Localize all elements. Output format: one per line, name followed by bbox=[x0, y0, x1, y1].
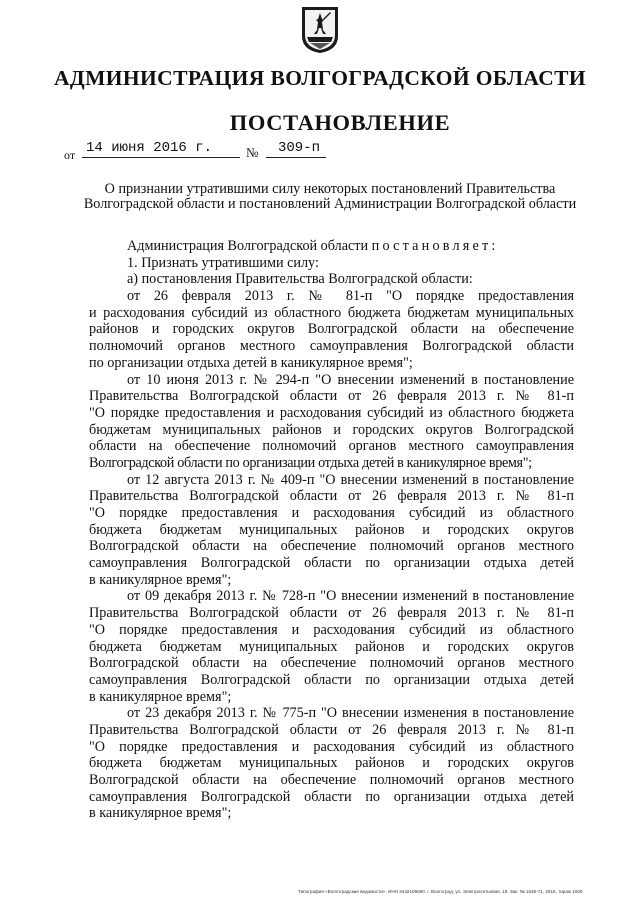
paragraph-line: от 10 июня 2013 г. № 294-п "О внесении изменений в постановление bbox=[127, 371, 574, 388]
paragraph-line: от 23 декабря 2013 г. № 775-п "О внесении изменения в постановление bbox=[127, 705, 574, 722]
paragraph-line: полномочий органов местного самоуправления Волгоградской области bbox=[89, 338, 574, 355]
date-number-row bbox=[64, 140, 394, 164]
paragraph-line: районов и городских округов Волгоградской области на обеспечение bbox=[89, 321, 574, 338]
coat-of-arms-emblem bbox=[301, 6, 339, 54]
paragraph-line: Правительства Волгоградской области от 26 февраля 2013 г. № 81-п bbox=[89, 605, 574, 622]
paragraph-line: "О порядке предоставления и расходования субсидий из областного бюджета bbox=[89, 404, 574, 421]
paragraph-line: Правительства Волгоградской области от 26 февраля 2013 г. № 81-п bbox=[89, 388, 574, 405]
paragraph-line: Волгоградской области на обеспечение полномочий органов местного bbox=[89, 655, 574, 672]
paragraph-line: бюджета бюджетам муниципальных районов и городских округов bbox=[89, 638, 574, 655]
paragraph-line: Волгоградской области по организации отдыха детей в каникулярное время"; bbox=[89, 454, 532, 471]
document-subject bbox=[80, 182, 580, 212]
paragraph-line: самоуправления Волгоградской области по организации отдыха детей bbox=[89, 671, 574, 688]
paragraph-line: самоуправления Волгоградской области по организации отдыха детей bbox=[89, 555, 574, 572]
intro-resolves: постановляет: bbox=[371, 238, 499, 254]
paragraph-line: Правительства Волгоградской области от 26 февраля 2013 г. № 81-п bbox=[89, 721, 574, 738]
paragraph-line: бюджета бюджетам муниципальных районов и городских округов bbox=[89, 521, 574, 538]
intro-text: Администрация Волгоградской области bbox=[127, 238, 369, 254]
paragraph-line: "О порядке предоставления и расходования субсидий из областного bbox=[89, 621, 574, 638]
paragraph-line: в каникулярное время"; bbox=[89, 571, 232, 588]
paragraph-line: бюджета бюджетам муниципальных районов и городских округов bbox=[89, 755, 574, 772]
paragraph-line: "О порядке предоставления и расходования субсидий из областного bbox=[89, 738, 574, 755]
number-underline bbox=[266, 157, 326, 158]
paragraph-line: и расходования субсидий из областного бюджета бюджетам муниципальных bbox=[89, 304, 574, 321]
subject-line: О признании утратившими силу некоторых постановлений Правительства bbox=[104, 181, 556, 197]
paragraph-line: от 09 декабря 2013 г. № 728-п "О внесении изменений в постановление bbox=[127, 588, 574, 605]
paragraph-line: области на обеспечение полномочий органов местного самоуправления bbox=[89, 438, 574, 455]
paragraph-line: Волгоградской области на обеспечение полномочий органов местного bbox=[89, 772, 574, 788]
organization-title: АДМИНИСТРАЦИЯ ВОЛГОГРАДСКОЙ ОБЛАСТИ bbox=[53, 66, 587, 90]
subject-line: Волгоградской области и постановлений Администрации Волгоградской области bbox=[83, 196, 577, 212]
paragraph-line: "О порядке предоставления и расходования субсидий из областного bbox=[89, 505, 574, 521]
paragraph-line: Волгоградской области на обеспечение полномочий органов местного bbox=[89, 538, 574, 555]
paragraph-line: в каникулярное время"; bbox=[89, 805, 232, 822]
paragraph-line: Правительства Волгоградской области от 26 февраля 2013 г. № 81-п bbox=[89, 488, 574, 505]
number-prefix: № bbox=[246, 145, 259, 160]
printer-imprint: Типография «Волгоградские ведомости». ИНН 3442106690. г. Волгоград, ул. Электросетьевая, 19. Зак. № 1535-71, 2016, тираж 1000 bbox=[298, 889, 583, 894]
date-underline bbox=[82, 157, 240, 158]
document-type-title: ПОСТАНОВЛЕНИЕ bbox=[229, 110, 451, 135]
paragraph-line: по организации отдыха детей в каникулярное время"; bbox=[89, 354, 413, 371]
date-prefix: от bbox=[64, 148, 76, 162]
paragraph-line: бюджетам муниципальных районов и городских округов Волгоградской bbox=[89, 421, 574, 438]
item-1a: а) постановления Правительства Волгоградской области: bbox=[127, 271, 473, 288]
paragraph-line: самоуправления Волгоградской области по организации отдыха детей bbox=[89, 788, 574, 805]
paragraph-line: от 26 февраля 2013 г. № 81-п "О порядке предоставления bbox=[127, 288, 574, 305]
document-date: 14 июня 2016 г. bbox=[86, 140, 213, 156]
document-number: 309-п bbox=[278, 140, 321, 156]
intro-line bbox=[89, 238, 574, 255]
item-1: 1. Признать утратившими силу: bbox=[127, 254, 319, 271]
paragraph-line: от 12 августа 2013 г. № 409-п "О внесении изменений в постановление bbox=[127, 471, 574, 488]
paragraph-line: в каникулярное время"; bbox=[89, 688, 232, 705]
document-body bbox=[89, 238, 574, 822]
